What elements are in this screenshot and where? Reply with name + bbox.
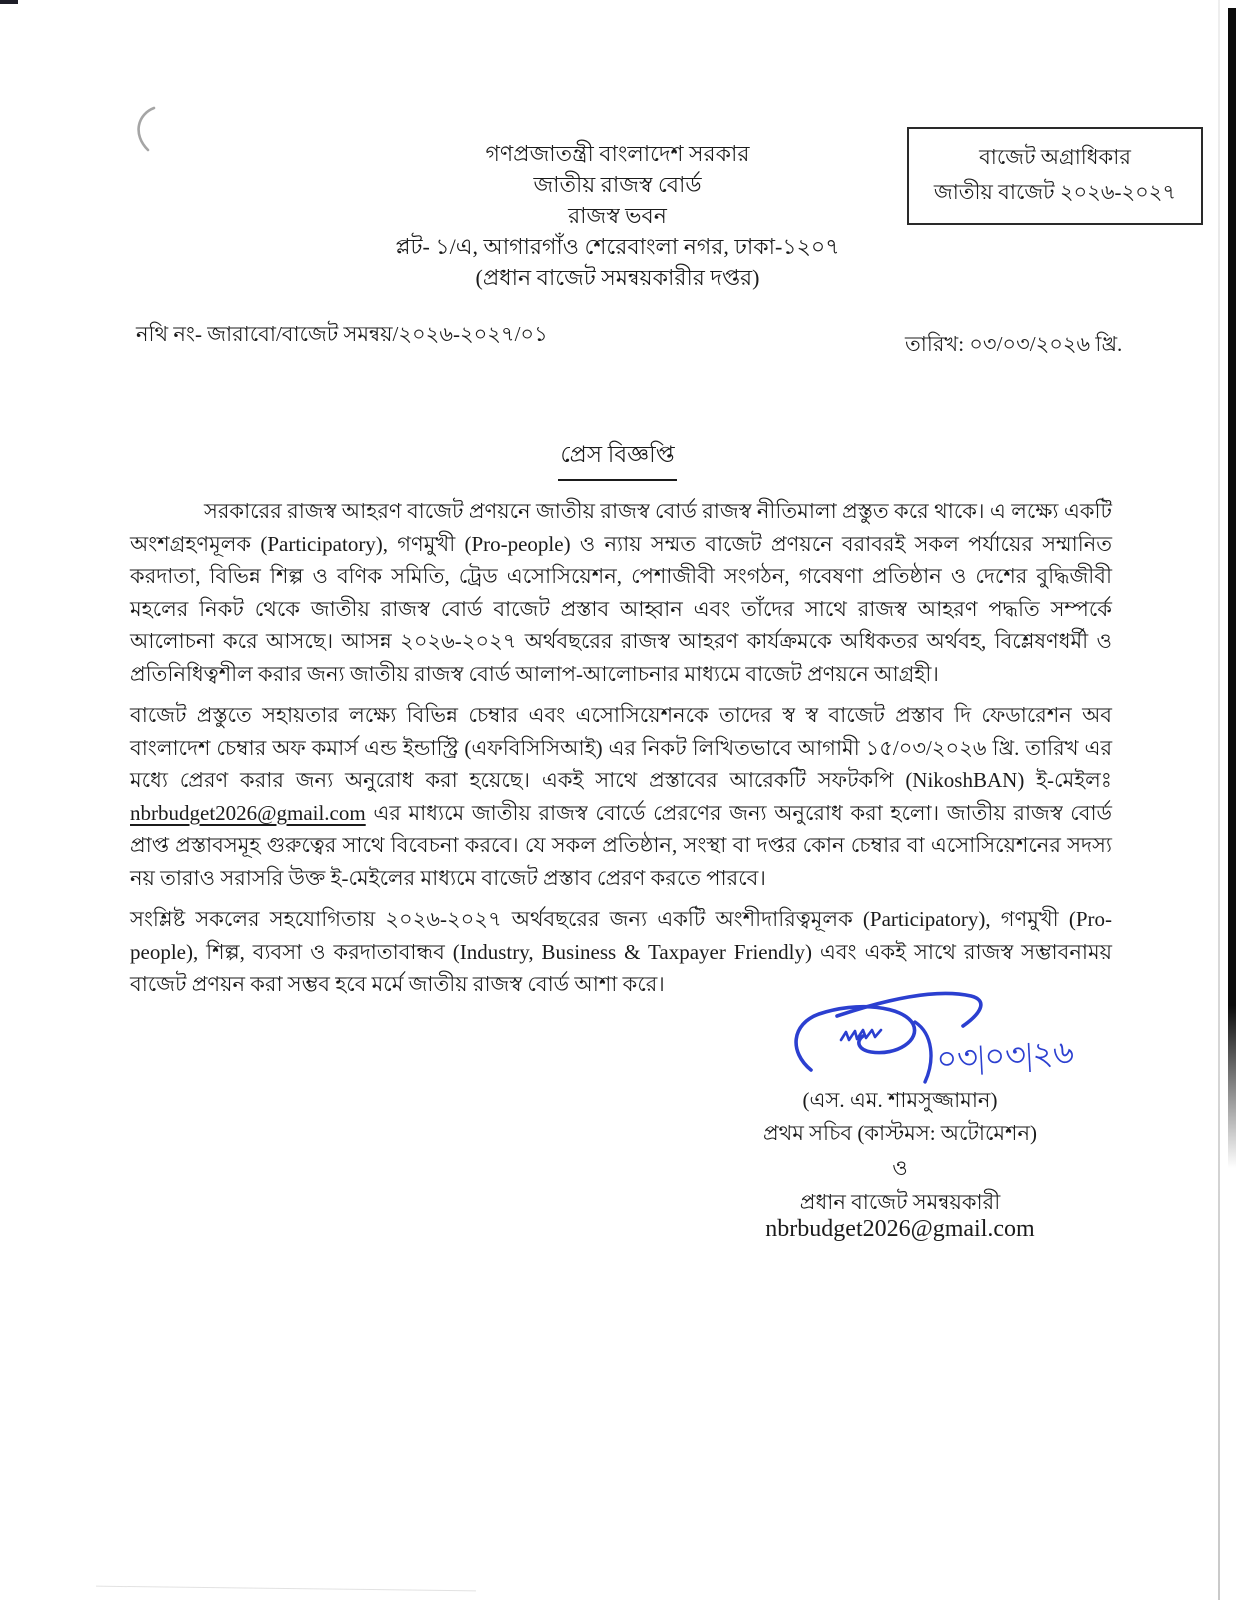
letterhead-government: গণপ্রজাতন্ত্রী বাংলাদেশ সরকার — [485, 141, 750, 166]
signature-handwritten-date: ০৩|০৩|২৬ — [935, 1033, 1075, 1077]
paragraph-3: সংশ্লিষ্ট সকলের সহযোগিতায় ২০২৬-২০২৭ অর্থবছরের জন্য একটি অংশীদারিত্বমূলক (Participatory), গণমুখী (Pro-people), শিল্প, ব্যবসা ও করদাতাবান্ধব (Industry, Business & Taxpayer Friendly) এবং একই সাথে রাজস্ব সম্ভাবনাময় বাজেট প্রণয়ন করা সম্ভব হবে মর্মে জাতীয় রাজস্ব বোর্ড আশা করে। — [130, 907, 1112, 996]
email-address-inline: nbrbudget2026@gmail.com — [130, 800, 366, 825]
paragraph-2-text-after: এর মাধ্যমে জাতীয় রাজস্ব বোর্ডে প্রেরণের জন্য অনুরোধ করা হলো। জাতীয় রাজস্ব বোর্ড প্রাপ্ত প্রস্তাবসমূহ গুরুত্বের সাথে বিবেচনা করবে। যে সকল প্রতিষ্ঠান, সংস্থা বা দপ্তর কোন চেম্বার বা এসোসিয়েশনের সদস্য নয় তারাও সরাসরি উক্ত ই-মেইলের মাধ্যমে বাজেট প্রস্তাব প্রেরণ করতে পারবে। — [130, 800, 1112, 890]
letterhead-office: (প্রধান বাজেট সমন্বয়কারীর দপ্তর) — [475, 265, 760, 290]
budget-priority-line2: জাতীয় বাজেট ২০২৬-২০২৭ — [933, 180, 1177, 204]
scan-bottom-line — [96, 1586, 476, 1592]
press-release-title: প্রেস বিজ্ঞপ্তি — [558, 436, 676, 481]
handwritten-signature — [775, 982, 1075, 1084]
budget-priority-line1: বাজেট অগ্রাধিকার — [979, 145, 1131, 169]
scan-edge-line — [1218, 0, 1220, 1600]
scan-corner-mark — [0, 0, 18, 4]
paragraph-2 — [130, 699, 1112, 894]
signatory-conjunction: ও — [892, 1156, 908, 1180]
signatory-name: (এস. এম. শামসুজ্জামান) — [802, 1088, 998, 1112]
signatory-email: nbrbudget2026@gmail.com — [765, 1216, 1035, 1242]
paragraph-1: সরকারের রাজস্ব আহরণ বাজেট প্রণয়নে জাতীয় রাজস্ব বোর্ড রাজস্ব নীতিমালা প্রস্তুত করে থাকে। এ লক্ষ্যে একটি অংশগ্রহণমূলক (Participatory), গণমুখী (Pro-people) ও ন্যায় সম্মত বাজেট প্রণয়নে বরাবরই সকল পর্যায়ের সম্মানিত করদাতা, বিভিন্ন শিল্প ও বণিক সমিতি, ট্রেড এসোসিয়েশন, পেশাজীবী সংগঠন, গবেষণা প্রতিষ্ঠান ও দেশের বুদ্ধিজীবী মহলের নিকট থেকে জাতীয় রাজস্ব বোর্ড বাজেট প্রস্তাব আহ্বান এবং তাঁদের সাথে রাজস্ব আহরণ পদ্ধতি সম্পর্কে আলোচনা করে আসছে। আসন্ন ২০২৬-২০২৭ অর্থবছরের রাজস্ব আহরণ কার্যক্রমকে অধিকতর অর্থবহ, বিশ্লেষণধর্মী ও প্রতিনিধিত্বশীল করার জন্য জাতীয় রাজস্ব বোর্ড আলাপ-আলোচনার মাধ্যমে বাজেট প্রণয়নে আগ্রহী। — [130, 499, 1112, 686]
signature-ink-icon — [775, 982, 1075, 1084]
scan-edge-shadow — [1228, 8, 1236, 1168]
letterhead-board: জাতীয় রাজস্ব বোর্ড — [533, 172, 702, 197]
signatory-designation: প্রথম সচিব (কাস্টমস: অটোমেশন) — [763, 1121, 1037, 1145]
letterhead-address: প্লট- ১/এ, আগারগাঁও শেরেবাংলা নগর, ঢাকা-১২০৭ — [395, 234, 840, 259]
paragraph-2-text-before: বাজেট প্রস্তুতে সহায়তার লক্ষ্যে বিভিন্ন চেম্বার এবং এসোসিয়েশনকে তাদের স্ব স্ব বাজেট প্রস্তাব দি ফেডারেশন অব বাংলাদেশ চেম্বার অফ কমার্স এন্ড ইন্ডাস্ট্রি (এফবিসিসিআই) এর নিকট লিখিতভাবে আগামী ১৫/০৩/২০২৬ খ্রি. তারিখ এর মধ্যে প্রেরণ করার জন্য অনুরোধ করা হয়েছে। একই সাথে প্রস্তাবের আরেকটি সফটকপি (NikoshBAN) ই-মেইলঃ — [130, 703, 1112, 792]
signatory-role: প্রধান বাজেট সমন্বয়কারী — [799, 1190, 1001, 1214]
press-title-wrap — [130, 436, 1105, 481]
letterhead-building: রাজস্ব ভবন — [568, 203, 667, 228]
reference-number: নথি নং- জারাবো/বাজেট সমন্বয়/২০২৬-২০২৭/০১ — [136, 322, 548, 346]
budget-priority-box — [907, 127, 1203, 225]
letter-date: তারিখ: ০৩/০৩/২০২৬ খ্রি. — [905, 332, 1123, 356]
